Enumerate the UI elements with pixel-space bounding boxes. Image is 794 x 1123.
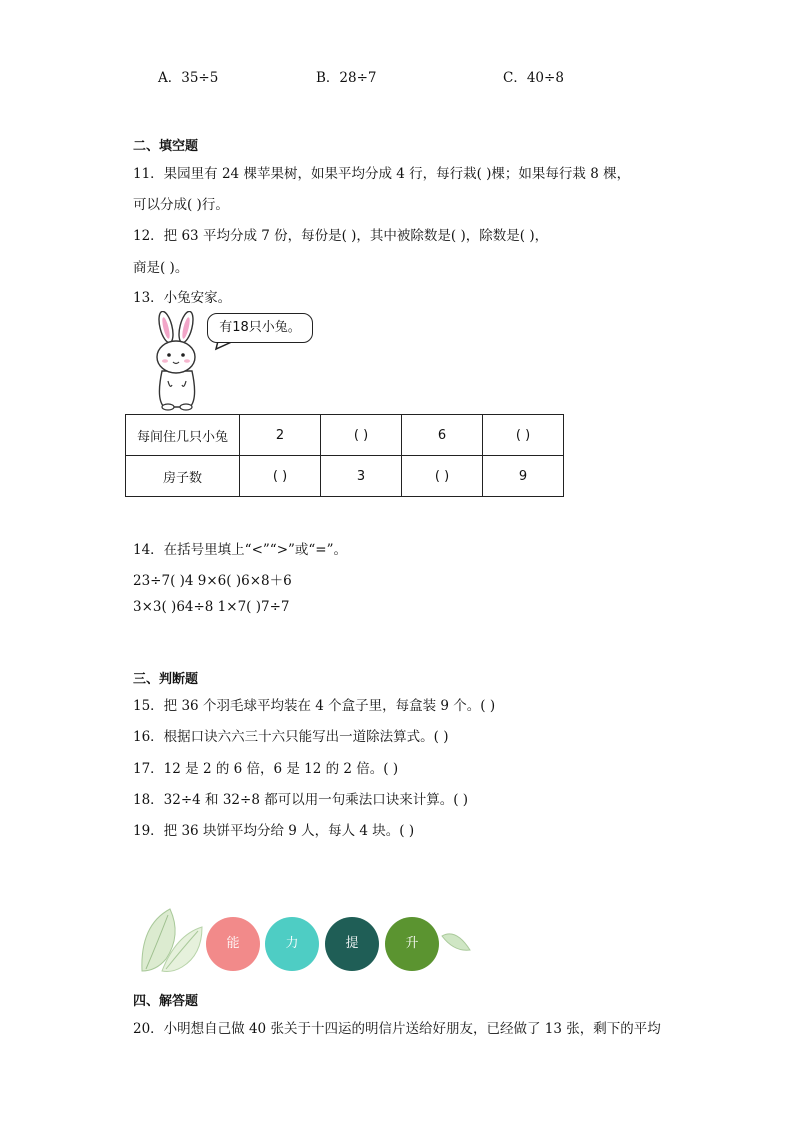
table-cell: 6 [402, 415, 483, 456]
section-fill-blank-heading: 二、填空题 [133, 139, 199, 154]
table-cell: ( ) [483, 415, 564, 456]
question-20: 20．小明想自己做 40 张关于十四运的明信片送给好朋友，已经做了 13 张，剩下的平均 [133, 1021, 661, 1037]
table-cell: 3 [321, 456, 402, 497]
section-answer-heading: 四、解答题 [133, 994, 199, 1009]
option-a: A．35÷5 [158, 70, 219, 86]
question-12-line2: 商是( )。 [133, 260, 189, 276]
table-cell: 9 [483, 456, 564, 497]
question-11-line2: 可以分成( )行。 [133, 197, 229, 213]
leaf-decoration-left [136, 905, 208, 973]
question-14-line1: 23÷7( )4 9×6( )6×8＋6 [133, 573, 292, 589]
question-12-line1: 12．把 63 平均分成 7 份，每份是( )，其中被除数是( )，除数是( )， [133, 228, 549, 244]
table-cell: ( ) [240, 456, 321, 497]
question-11-line1: 11．果园里有 24 棵苹果树，如果平均分成 4 行，每行栽( )棵；如果每行栽 8 棵， [133, 166, 631, 182]
question-18: 18．32÷4 和 32÷8 都可以用一句乘法口诀来计算。( ) [133, 792, 469, 808]
section-judgement-heading: 三、判断题 [133, 672, 199, 687]
rabbit-housing-table [125, 414, 564, 497]
option-b: B．28÷7 [316, 70, 377, 86]
table-cell: 2 [240, 415, 321, 456]
table-row-header: 房子数 [126, 456, 240, 497]
banner-circle: 升 [385, 917, 439, 971]
rabbit-illustration [146, 311, 208, 411]
table-cell: ( ) [402, 456, 483, 497]
table-row-header: 每间住几只小兔 [126, 415, 240, 456]
leaf-decoration-right [440, 928, 472, 954]
table-cell: ( ) [321, 415, 402, 456]
speech-bubble: 有18只小兔。 [207, 313, 313, 343]
banner-circle: 力 [265, 917, 319, 971]
question-17: 17．12 是 2 的 6 倍，6 是 12 的 2 倍。( ) [133, 761, 399, 777]
table-row [126, 415, 564, 456]
question-19: 19．把 36 块饼平均分给 9 人，每人 4 块。( ) [133, 823, 415, 839]
banner-circle: 能 [206, 917, 260, 971]
option-c: C．40÷8 [503, 70, 564, 86]
question-16: 16．根据口诀六六三十六只能写出一道除法算式。( ) [133, 729, 449, 745]
question-13: 13．小兔安家。 [133, 290, 232, 306]
table-row [126, 456, 564, 497]
question-15: 15．把 36 个羽毛球平均装在 4 个盒子里，每盒装 9 个。( ) [133, 698, 496, 714]
question-14-line2: 3×3( )64÷8 1×7( )7÷7 [133, 599, 290, 615]
question-14: 14．在括号里填上“<”“>”或“=”。 [133, 542, 348, 558]
banner-circle: 提 [325, 917, 379, 971]
